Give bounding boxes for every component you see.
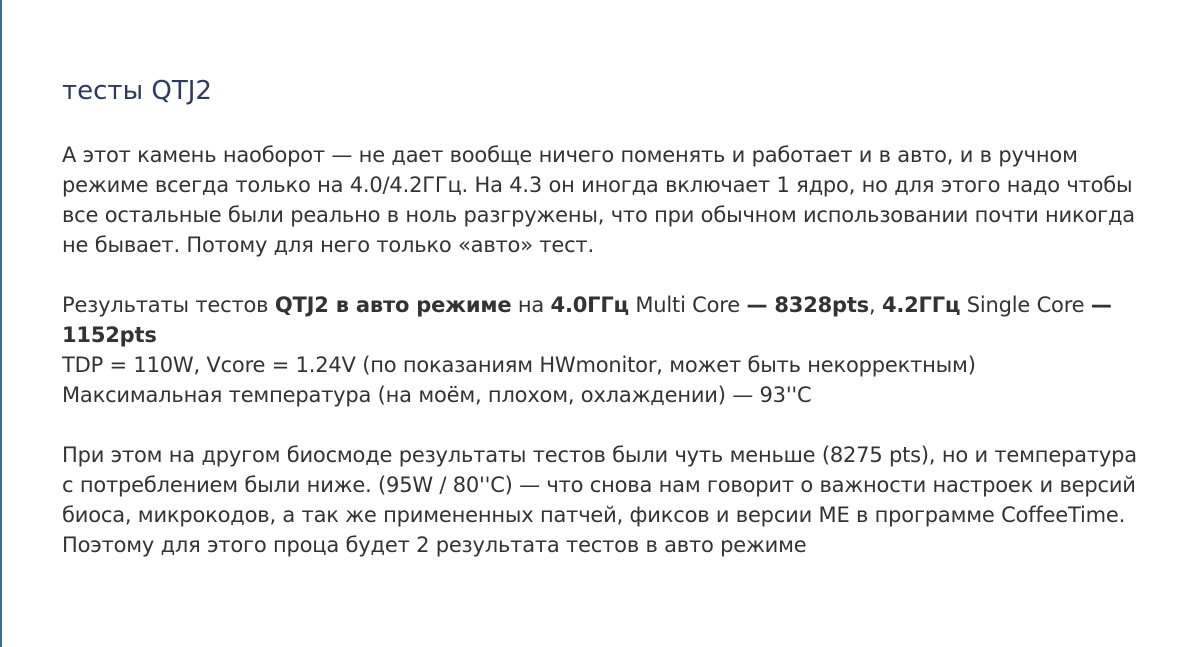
page-left-border (0, 0, 2, 647)
paragraph-results (62, 290, 1142, 350)
paragraph-conclusion: Поэтому для этого проца будет 2 результата тестов в авто режиме (62, 533, 807, 557)
results-text-5: Single Core (960, 293, 1091, 317)
article (62, 70, 1142, 560)
results-text-2: на (511, 293, 551, 317)
results-bold-mode: QTJ2 в авто режиме (274, 293, 512, 317)
results-text-3: Multi Core (628, 293, 747, 317)
results-text-4: , (868, 293, 882, 317)
results-bold-freq-single: 4.2ГГц (881, 293, 961, 317)
results-bold-single-score: — 1152pts (62, 293, 1112, 347)
paragraph-tdp: TDP = 110W, Vcore = 1.24V (по показаниям HWmonitor, может быть некорректным) (62, 353, 976, 377)
results-bold-multi-score: — 8328pts (746, 293, 869, 317)
paragraph-temperature: Максимальная температура (на моём, плохом, охлаждении) — 93''C (62, 383, 812, 407)
results-text-1: Результаты тестов (62, 293, 275, 317)
section-title: тесты QTJ2 (62, 76, 212, 106)
paragraph-intro: А этот камень наоборот — не дает вообще ничего поменять и работает и в авто, и в ручном режиме всегда только на 4.0/4.2ГГц. На 4.3 он иногда включает 1 ядро, но для этого надо чтобы все остальные были реально в ноль разгружены, что при обычном использовании почти никогда не бывает. Потому для него только «авто» тест. (62, 143, 1135, 257)
results-bold-freq-multi: 4.0ГГц (550, 293, 629, 317)
paragraph-biosmod: При этом на другом биосмоде результаты тестов были чуть меньше (8275 pts), но и температура с потреблением были ниже. (95W / 80''C) — что снова нам говорит о важности настроек и версий биоса, микрокодов, а так же примененных патчей, фиксов и версии ME в программе CoffeeTime. (62, 443, 1137, 527)
